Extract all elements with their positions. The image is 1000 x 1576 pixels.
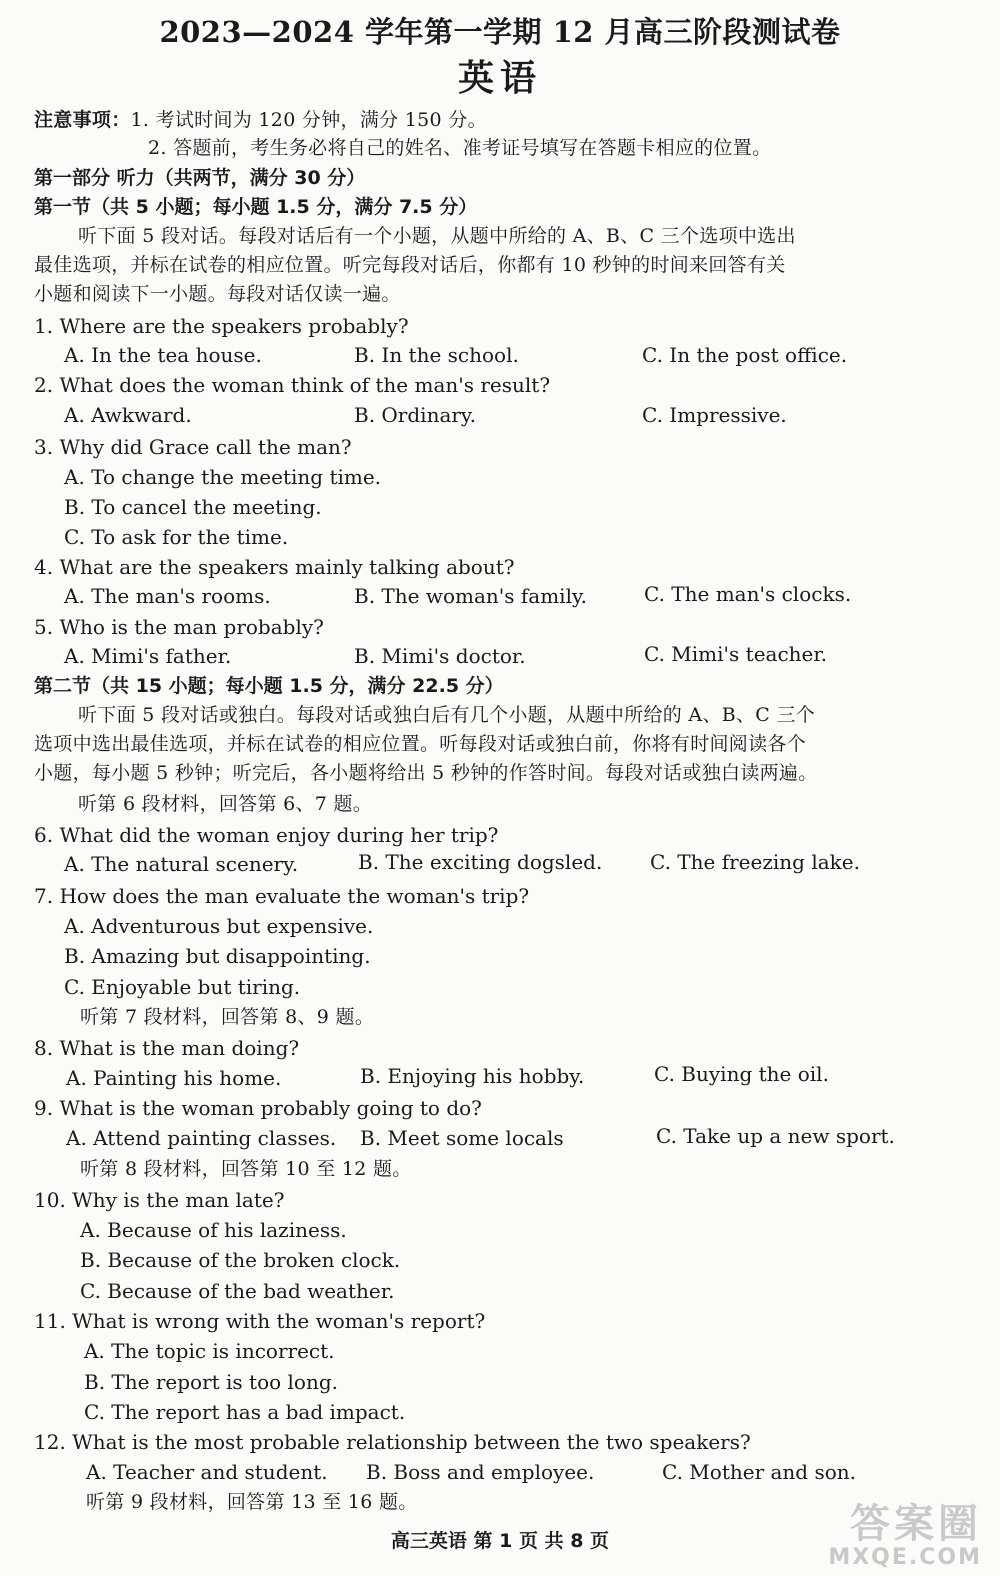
q9-option-b: B. Meet some locals bbox=[360, 1126, 564, 1150]
page-footer: 高三英语 第 1 页 共 8 页 bbox=[390, 1530, 610, 1552]
q9-option-a: A. Attend painting classes. bbox=[66, 1126, 337, 1150]
question-8: 8. What is the man doing? bbox=[34, 1036, 300, 1060]
q2-option-a: A. Awkward. bbox=[64, 403, 192, 427]
question-4: 4. What are the speakers mainly talking about? bbox=[34, 555, 515, 579]
q6-option-c: C. The freezing lake. bbox=[650, 850, 860, 874]
exam-title: 2023—2024 学年第一学期 12 月高三阶段测试卷 bbox=[159, 15, 841, 49]
q2-option-c: C. Impressive. bbox=[642, 403, 787, 427]
q12-option-b: B. Boss and employee. bbox=[366, 1460, 595, 1484]
q10-option-a: A. Because of his laziness. bbox=[80, 1218, 347, 1242]
watermark-text-url: MXQE.COM bbox=[828, 1545, 982, 1570]
question-5: 5. Who is the man probably? bbox=[34, 615, 324, 639]
q11-option-a: A. The topic is incorrect. bbox=[84, 1339, 335, 1363]
q10-option-b: B. Because of the broken clock. bbox=[80, 1248, 401, 1272]
q4-option-c: C. The man's clocks. bbox=[644, 582, 852, 606]
material-note-6: 听第 6 段材料，回答第 6、7 题。 bbox=[78, 793, 373, 815]
notice-item-2: 2. 答题前，考生务必将自己的姓名、准考证号填写在答题卡相应的位置。 bbox=[148, 137, 772, 159]
material-note-7: 听第 7 段材料，回答第 8、9 题。 bbox=[80, 1006, 375, 1028]
question-9: 9. What is the woman probably going to do? bbox=[34, 1096, 482, 1120]
question-3: 3. Why did Grace call the man? bbox=[34, 435, 352, 459]
question-6: 6. What did the woman enjoy during her trip? bbox=[34, 823, 499, 847]
section1-instruction-1: 听下面 5 段对话。每段对话后有一个小题，从题中所给的 A、B、C 三个选项中选出 bbox=[78, 225, 796, 247]
subject-title: 英语 bbox=[457, 57, 542, 99]
section2-heading: 第二节（共 15 小题；每小题 1.5 分，满分 22.5 分） bbox=[34, 675, 504, 697]
q7-option-c: C. Enjoyable but tiring. bbox=[64, 975, 301, 999]
q7-option-b: B. Amazing but disappointing. bbox=[64, 944, 371, 968]
section1-heading: 第一节（共 5 小题；每小题 1.5 分，满分 7.5 分） bbox=[34, 196, 478, 218]
question-10: 10. Why is the man late? bbox=[34, 1188, 285, 1212]
notice-label: 注意事项： bbox=[34, 109, 131, 131]
q3-option-c: C. To ask for the time. bbox=[64, 525, 289, 549]
q7-option-a: A. Adventurous but expensive. bbox=[64, 914, 374, 938]
q1-option-b: B. In the school. bbox=[354, 343, 519, 367]
section2-instruction-1: 听下面 5 段对话或独白。每段对话或独白后有几个小题，从题中所给的 A、B、C 三个 bbox=[78, 704, 816, 726]
q11-option-c: C. The report has a bad impact. bbox=[84, 1400, 406, 1424]
section2-instruction-2: 选项中选出最佳选项，并标在试卷的相应位置。听每段对话或独白前，你将有时间阅读各个 bbox=[34, 733, 807, 755]
notice-item-1: 1. 考试时间为 120 分钟，满分 150 分。 bbox=[130, 109, 487, 131]
q5-option-a: A. Mimi's father. bbox=[64, 644, 232, 668]
q4-option-b: B. The woman's family. bbox=[354, 584, 587, 608]
material-note-9: 听第 9 段材料，回答第 13 至 16 题。 bbox=[86, 1491, 418, 1513]
q8-option-a: A. Painting his home. bbox=[66, 1066, 282, 1090]
q11-option-b: B. The report is too long. bbox=[84, 1370, 338, 1394]
q8-option-c: C. Buying the oil. bbox=[654, 1062, 829, 1086]
question-12: 12. What is the most probable relationship between the two speakers? bbox=[34, 1430, 751, 1454]
part1-heading: 第一部分 听力（共两节，满分 30 分） bbox=[34, 167, 366, 189]
q6-option-a: A. The natural scenery. bbox=[64, 852, 299, 876]
section1-instruction-3: 小题和阅读下一小题。每段对话仅读一遍。 bbox=[34, 283, 401, 305]
watermark-text-cn: 答案圈 bbox=[850, 1501, 982, 1547]
q5-option-b: B. Mimi's doctor. bbox=[354, 644, 526, 668]
q12-option-a: A. Teacher and student. bbox=[86, 1460, 328, 1484]
question-1: 1. Where are the speakers probably? bbox=[34, 314, 409, 338]
q8-option-b: B. Enjoying his hobby. bbox=[360, 1064, 585, 1088]
question-2: 2. What does the woman think of the man's result? bbox=[34, 373, 551, 397]
section1-instruction-2: 最佳选项，并标在试卷的相应位置。听完每段对话后，你都有 10 秒钟的时间来回答有关 bbox=[34, 254, 786, 276]
q12-option-c: C. Mother and son. bbox=[662, 1460, 857, 1484]
question-11: 11. What is wrong with the woman's report? bbox=[34, 1309, 486, 1333]
q3-option-b: B. To cancel the meeting. bbox=[64, 495, 322, 519]
question-7: 7. How does the man evaluate the woman's trip? bbox=[34, 884, 530, 908]
q1-option-c: C. In the post office. bbox=[642, 343, 848, 367]
q1-option-a: A. In the tea house. bbox=[64, 343, 262, 367]
q5-option-c: C. Mimi's teacher. bbox=[644, 642, 828, 666]
section2-instruction-3: 小题，每小题 5 秒钟；听完后，各小题将给出 5 秒钟的作答时间。每段对话或独白读两遍。 bbox=[34, 762, 818, 784]
q6-option-b: B. The exciting dogsled. bbox=[358, 850, 603, 874]
notice-line-1 bbox=[34, 106, 487, 134]
watermark-logo bbox=[828, 1492, 982, 1570]
material-note-8: 听第 8 段材料，回答第 10 至 12 题。 bbox=[80, 1158, 412, 1180]
q4-option-a: A. The man's rooms. bbox=[64, 584, 271, 608]
q9-option-c: C. Take up a new sport. bbox=[656, 1124, 895, 1148]
q3-option-a: A. To change the meeting time. bbox=[64, 465, 382, 489]
q10-option-c: C. Because of the bad weather. bbox=[80, 1279, 395, 1303]
q2-option-b: B. Ordinary. bbox=[354, 403, 476, 427]
